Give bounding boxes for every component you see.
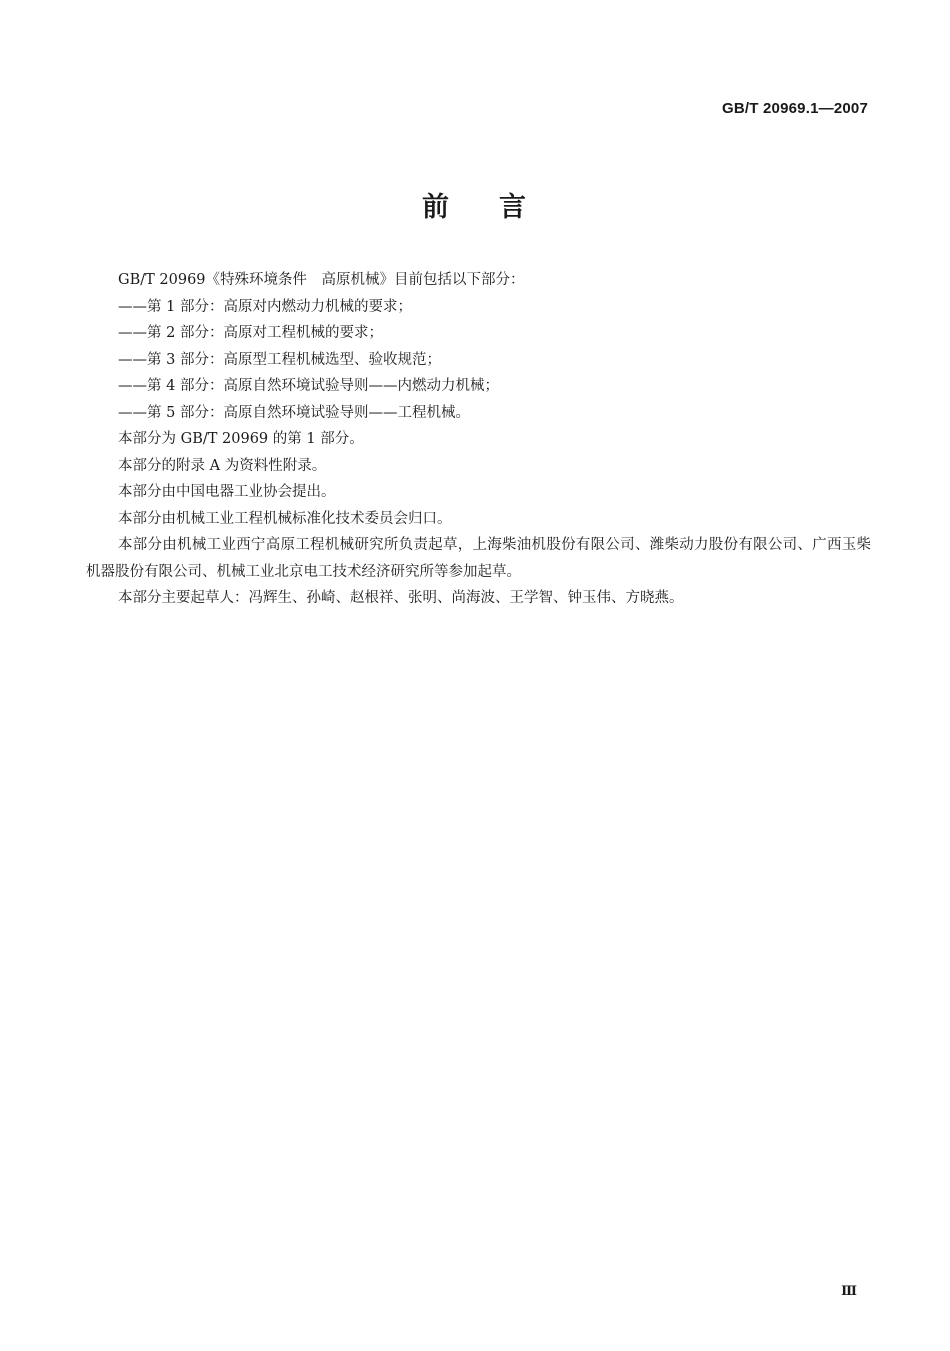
standard-number: GB/T 20969.1—2007 [722,100,868,117]
foreword-body [86,267,871,612]
list-item-part-3: ——第 3 部分：高原型工程机械选型、验收规范； [118,351,441,368]
page-title [0,185,950,224]
paragraph-technical-committee: 本部分由机械工业工程机械标准化技术委员会归口。 [118,510,452,527]
paragraph-annex: 本部分的附录 A 为资料性附录。 [118,457,327,474]
paragraph-drafters: 本部分主要起草人：冯辉生、孙崎、赵根祥、张明、尚海波、王学智、钟玉伟、方晓燕。 [118,590,684,606]
title-char-2: 言 [499,192,528,223]
list-item-part-2: ——第 2 部分：高原对工程机械的要求； [118,325,383,341]
list-item-part-4: ——第 4 部分：高原自然环境试验导则——内燃动力机械； [118,378,499,394]
list-item-part-5: ——第 5 部分：高原自然环境试验导则——工程机械。 [118,404,470,421]
paragraph-part-statement: 本部分为 GB/T 20969 的第 1 部分。 [118,431,364,447]
paragraph-intro: GB/T 20969《特殊环境条件 高原机械》目前包括以下部分： [118,272,525,288]
paragraph-proposer: 本部分由中国电器工业协会提出。 [118,484,336,500]
title-char-1: 前 [422,192,451,223]
paragraph-drafting-units: 本部分由机械工业西宁高原工程机械研究所负责起草，上海柴油机股份有限公司、潍柴动力股份有限公司、广西玉柴机器股份有限公司、机械工业北京电工技术经济研究所等参加起草。 [86,537,871,580]
list-item-part-1: ——第 1 部分：高原对内燃动力机械的要求； [118,298,412,315]
page-number: Ⅲ [841,1284,856,1299]
